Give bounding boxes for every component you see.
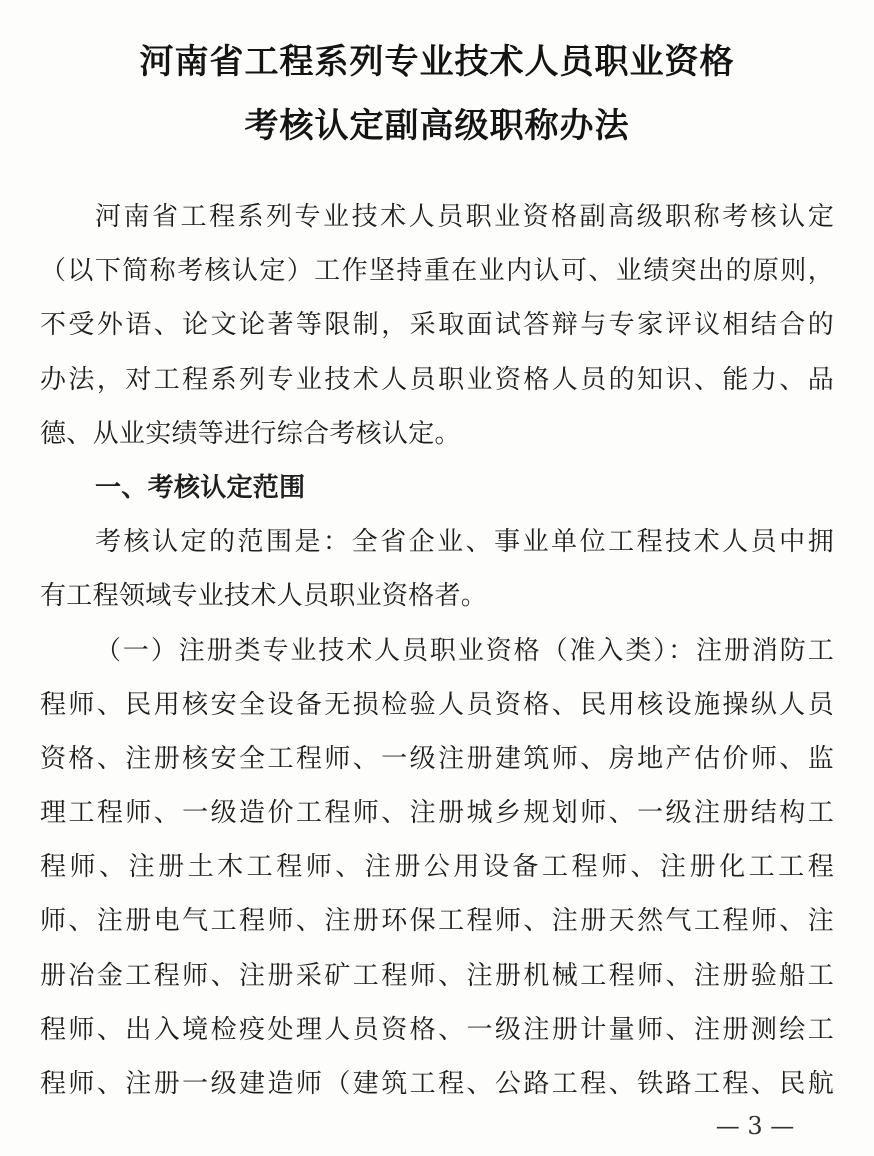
intro-line: （以下简称考核认定）工作坚持重在业内认可、业绩突出的原则， [40,256,834,287]
item-line: 程师、民用核安全设备无损检验人员资格、民用核设施操纵人员 [40,689,834,720]
item-line: 程师、注册土木工程师、注册公用设备工程师、注册化工工程 [40,852,834,883]
intro-line: 不受外语、论文论著等限制，采取面试答辩与专家评议相结合的 [40,310,834,341]
intro-line: 德、从业实绩等进行综合考核认定。 [40,418,461,449]
intro-line: 办法，对工程系列专业技术人员职业资格人员的知识、能力、品 [40,364,834,395]
item-line: 册冶金工程师、注册采矿工程师、注册机械工程师、注册验船工 [40,960,834,991]
document-body [40,190,834,1111]
scope-line: 考核认定的范围是：全省企业、事业单位工程技术人员中拥 [95,527,834,558]
scope-line: 有工程领域专业技术人员职业资格者。 [40,581,488,612]
intro-line: 河南省工程系列专业技术人员职业资格副高级职称考核认定 [95,202,834,232]
document-title-line-1: 河南省工程系列专业技术人员职业资格 [139,42,735,82]
item-line: 程师、出入境检疫处理人员资格、一级注册计量师、注册测绘工 [40,1014,834,1045]
item-line: （一）注册类专业技术人员职业资格（准入类）：注册消防工 [95,635,834,666]
document-title-line-2: 考核认定副高级职称办法 [244,106,630,146]
item-line: 资格、注册核安全工程师、一级注册建筑师、房地产估价师、监 [40,743,834,774]
item-line: 程师、注册一级建造师（建筑工程、公路工程、铁路工程、民航 [40,1069,834,1099]
section-heading: 一、考核认定范围 [95,472,306,503]
item-line: 理工程师、一级造价工程师、注册城乡规划师、一级注册结构工 [40,798,834,829]
item-line: 师、注册电气工程师、注册环保工程师、注册天然气工程师、注 [40,906,834,937]
page-number: — 3 — [715,1112,795,1140]
